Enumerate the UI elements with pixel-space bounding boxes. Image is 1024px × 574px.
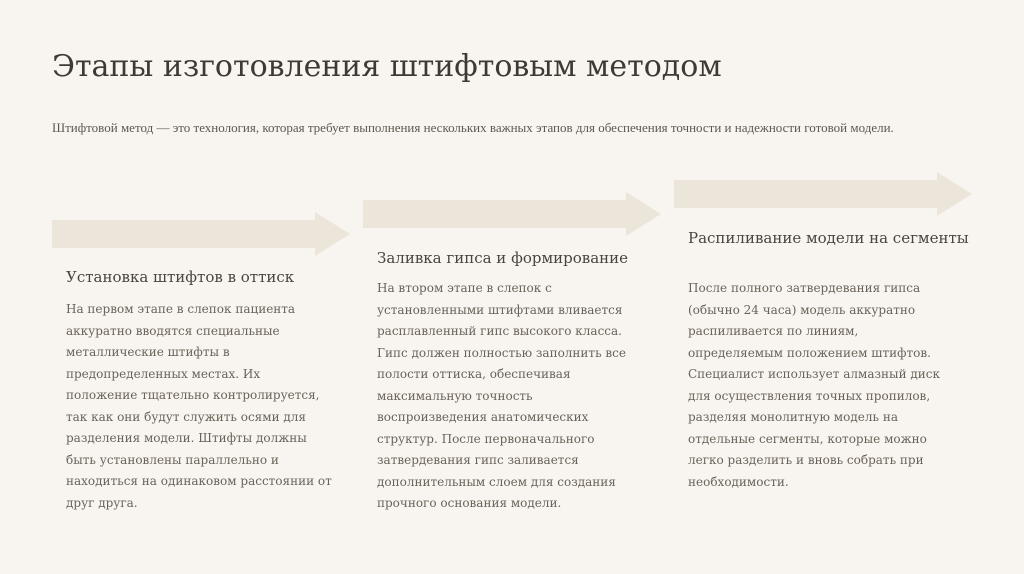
step-3-heading: Распиливание модели на сегменты (688, 229, 969, 247)
step-2-text: На втором этапе в слепок с установленными штифтами вливается расплавленный гипс высокого класса. Гипс должен полностью заполнить все полости оттиска, обеспечивая максимальную точность воспроизведения анатомических структур. После первоначального затвердевания гипс заливается дополнительным слоем для создания прочного основания модели. (377, 281, 626, 510)
step-1-heading: Установка штифтов в оттиск (66, 268, 295, 286)
step-3-arrow-icon (674, 172, 972, 216)
slide-intro: Штифтовой метод — это технология, которая требует выполнения нескольких важных этапов для обеспечения точности и надежности готовой модели. (52, 120, 894, 135)
step-1-text: На первом этапе в слепок пациента аккуратно вводятся специальные металлические штифты в предопределенных местах. Их положение тщательно контролируется, так как они будут служить осями для разделения модели. Штифты должны быть установлены параллельно и находиться на одинаковом расстоянии от друг друга. (66, 302, 332, 510)
step-3-text: После полного затвердевания гипса (обычно 24 часа) модель аккуратно распиливается по линиям, определяемым положением штифтов. Специалист использует алмазный диск для осуществления точных пропилов, разделяя монолитную модель на отдельные сегменты, которые можно легко разделить и вновь собрать при необходимости. (688, 281, 940, 489)
step-1-arrow-icon (52, 212, 350, 256)
step-2-heading: Заливка гипса и формирование (377, 249, 629, 267)
slide-title: Этапы изготовления штифтовым методом (52, 49, 722, 84)
step-2-arrow-icon (363, 192, 661, 236)
